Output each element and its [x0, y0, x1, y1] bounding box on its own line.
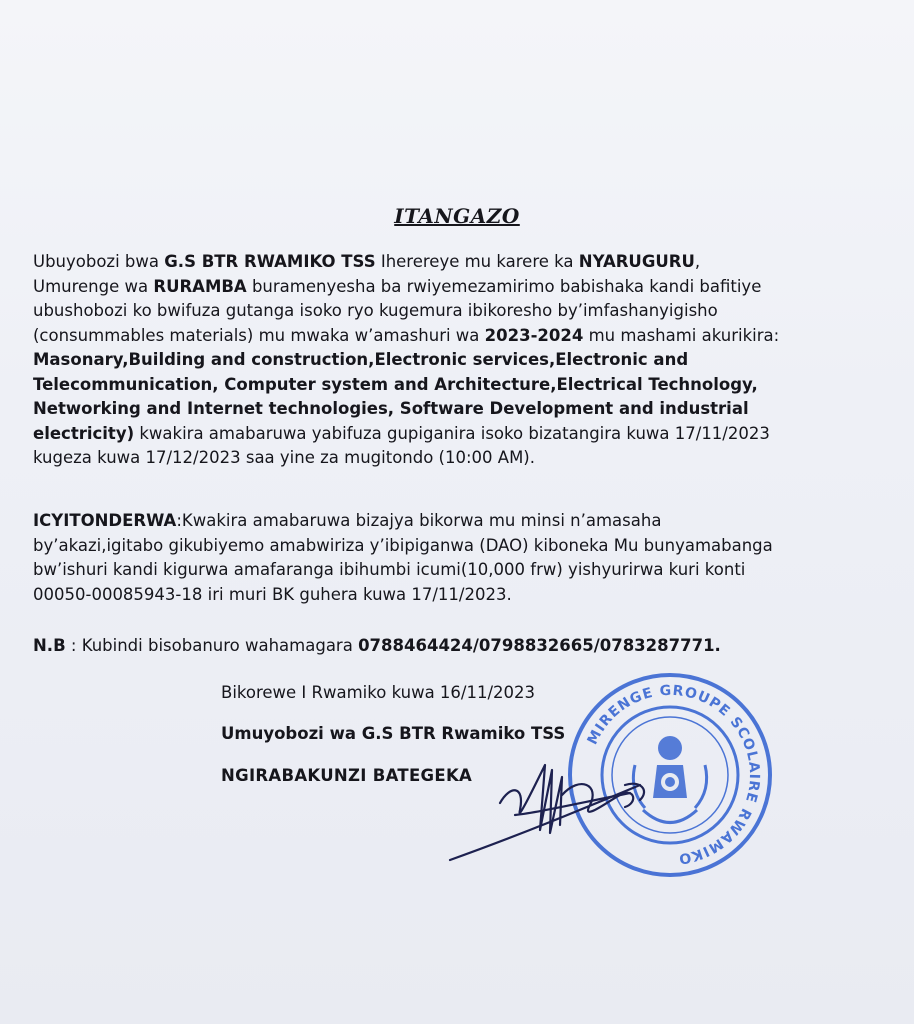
- paragraph-line: kugeza kuwa 17/12/2023 saa yine za mugitondo (10:00 AM).: [33, 448, 535, 467]
- signoff-date: Bikorewe I Rwamiko kuwa 16/11/2023: [221, 683, 536, 702]
- departments-line: Telecommunication, Computer system and Architecture,Electrical Technology,: [33, 374, 758, 394]
- departments-line: Networking and Internet technologies, Software Development and industrial: [33, 399, 749, 418]
- text-span: (consummables materials) mu mwaka w’amashuri wa: [33, 325, 485, 345]
- paragraph-line: [33, 324, 833, 349]
- text-span: kwakira amabaruwa yabifuza gupiganira isoko bizatangira kuwa 17/11/2023: [134, 423, 770, 443]
- signature-icon: [440, 755, 700, 865]
- departments-line: Masonary,Building and construction,Electronic services,Electronic and: [33, 350, 689, 369]
- paragraph-line: [33, 509, 833, 534]
- paragraph-line: [33, 634, 833, 659]
- announcement-paragraph: [33, 250, 833, 471]
- svg-text:MIRENGE GROUPE SCOLAIRE RWAMIK: MIRENGE GROUPE SCOLAIRE RWAMIKO: [584, 682, 763, 867]
- contact-note: [33, 634, 833, 659]
- notice-title: ITANGAZO: [394, 204, 520, 228]
- text-span: ,: [694, 252, 701, 271]
- paragraph-line: by’akazi,igitabo gikubiyemo amabwiriza y’ibipiganwa (DAO) kiboneka Mu bunyamabanga: [33, 535, 773, 555]
- paragraph-line: [33, 275, 833, 300]
- text-span: :Kwakira amabaruwa bizajya bikorwa mu minsi n’amasaha: [176, 511, 662, 530]
- sector-name: RURAMBA: [153, 276, 247, 296]
- school-name: G.S BTR RWAMIKO TSS: [164, 252, 376, 271]
- text-span: mu mashami akurikira:: [583, 325, 780, 345]
- paragraph-line: ubushobozi ko bwifuza gutanga isoko ryo kugemura ibikoresho by’imfashanyigisho: [33, 301, 718, 320]
- note-label: N.B: [33, 636, 66, 655]
- district-name: NYARUGURU: [578, 252, 695, 271]
- text-span: Ubuyobozi bwa: [33, 252, 165, 271]
- text-span: Umurenge wa: [33, 276, 154, 296]
- remark-label: ICYITONDERWA: [33, 511, 177, 530]
- paragraph-line: [33, 250, 833, 275]
- paragraph-line: bw’ishuri kandi kigurwa amafaranga ibihumbi icumi(10,000 frw) yishyurirwa kuri konti: [33, 560, 746, 579]
- school-year: 2023-2024: [484, 325, 584, 345]
- paragraph-line: 00050-00085943-18 iri muri BK guhera kuwa 17/11/2023.: [33, 584, 512, 604]
- signoff-role: Umuyobozi wa G.S BTR Rwamiko TSS: [221, 724, 566, 743]
- paragraph-line: [33, 422, 833, 447]
- text-span: Iherereye mu karere ka: [375, 252, 579, 271]
- departments-end: electricity): [33, 423, 135, 443]
- text-span: buramenyesha ba rwiyemezamirimo babishaka kandi bafitiye: [246, 276, 762, 296]
- text-span: : Kubindi bisobanuro wahamagara: [65, 636, 359, 655]
- signoff-name: NGIRABAKUNZI BATEGEKA: [221, 766, 473, 785]
- remark-paragraph: [33, 509, 833, 607]
- phone-numbers: 0788464424/0798832665/0783287771.: [358, 636, 721, 655]
